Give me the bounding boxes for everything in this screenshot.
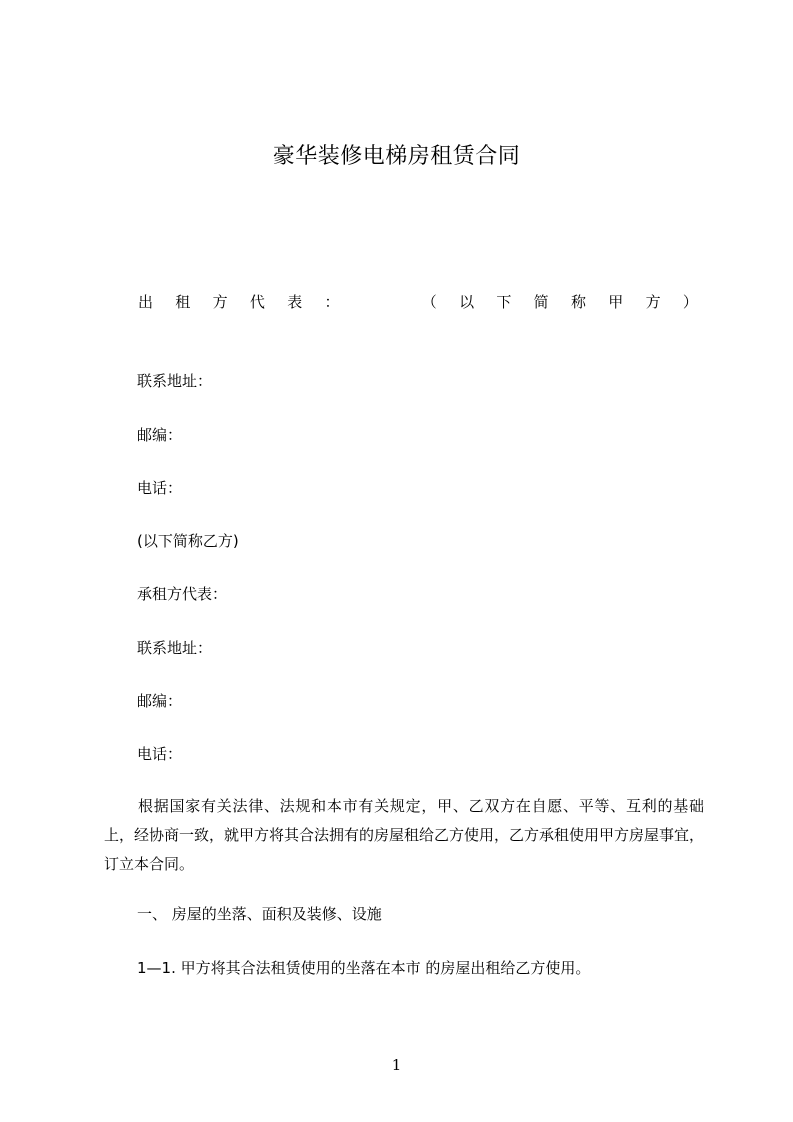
- lessor-line-char: 表: [287, 292, 303, 311]
- lessor-line-char: 方: [212, 292, 228, 311]
- lessee-phone: 电话：: [137, 745, 183, 763]
- lessor-line-char: 甲: [608, 292, 624, 311]
- lessor-representative-line: [138, 288, 698, 314]
- lessee-representative: 承租方代表：: [137, 585, 228, 603]
- clause-1-1: 1—1. 甲方将其合法租赁使用的坐落在本市 的房屋出租给乙方使用。: [137, 959, 591, 977]
- preamble-paragraph: 根据国家有关法律、法规和本市有关规定，甲、乙双方在自愿、平等、互利的基础上，经协商一致，就甲方将其合法拥有的房屋租给乙方使用，乙方承租使用甲方房屋事宜，订立本合同。: [104, 797, 705, 873]
- section-1-heading: 一、 房屋的坐落、面积及装修、设施: [137, 905, 382, 923]
- lessor-line-char: 下: [496, 292, 512, 311]
- lessor-contact-address: 联系地址：: [137, 372, 213, 390]
- lessor-line-char: 称: [570, 292, 586, 311]
- lessor-line-char: 简: [533, 292, 549, 311]
- lessor-postcode: 邮编：: [137, 426, 183, 444]
- lessee-abbreviation: (以下简称乙方): [137, 532, 239, 550]
- document-title: 豪华装修电梯房租赁合同: [272, 144, 521, 169]
- lessor-phone: 电话：: [137, 479, 183, 497]
- lessee-postcode: 邮编：: [137, 692, 183, 710]
- page-number: 1: [391, 1056, 402, 1074]
- lessor-line-char: 代: [249, 292, 265, 311]
- lessor-line-char: ：: [324, 292, 340, 311]
- lessor-line-char: ）: [682, 292, 698, 311]
- lessor-line-char: 租: [175, 292, 191, 311]
- lessor-line-char: （: [421, 292, 437, 311]
- lessee-contact-address: 联系地址：: [137, 639, 213, 657]
- lessor-line-char: 出: [138, 292, 154, 311]
- lessor-line-char: 以: [459, 292, 475, 311]
- lessor-line-char: 方: [645, 292, 661, 311]
